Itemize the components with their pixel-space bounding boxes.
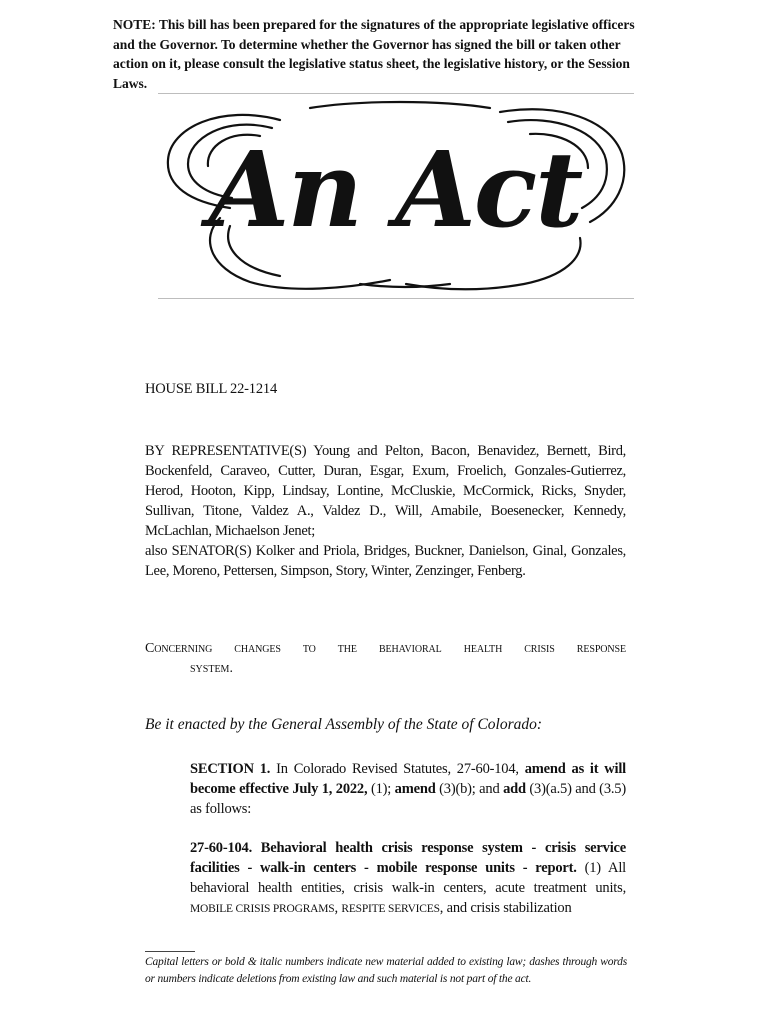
statute-caps-a: MOBILE CRISIS PROGRAMS [190, 903, 335, 915]
footnote [145, 954, 627, 987]
footnote-rule [145, 951, 195, 952]
an-act-logo-text: An Act [208, 128, 582, 251]
section-text-d: (3)(a.5) and (3.5) as follows: [190, 781, 626, 817]
an-act-logo [160, 98, 630, 294]
section-bold-c: add [503, 781, 526, 797]
header-rule-top [158, 93, 634, 94]
footnote-text: Capital letters or bold & italic numbers indicate new material added to existing law; dashes through words or numbers indicate deletions from existing law and such material is not part of the act. [145, 956, 627, 985]
sponsors-block [145, 441, 626, 581]
statute-caps-b: RESPITE SERVICES [341, 903, 440, 915]
statute-27-60-104 [145, 838, 626, 919]
signature-note: NOTE: This bill has been prepared for the signatures of the appropriate legislative officers and the Governor. To determine whether the Governor has signed the bill or taken other action on it, please consult the legislative status sheet, the legislative history, or the Session Laws. [113, 17, 635, 91]
section-text-b: (1); [367, 781, 395, 797]
senators-list: also SENATOR(S) Kolker and Priola, Bridges, Buckner, Danielson, Ginal, Gonzales, Lee, Moreno, Pettersen, Simpson, Story, Winter, Zenzinger, Fenberg. [145, 543, 626, 579]
bill-number: HOUSE BILL 22-1214 [145, 381, 277, 397]
section-bold-b: amend [394, 781, 436, 797]
bill-title-line-2: system. [190, 661, 233, 676]
section-text-a: In Colorado Revised Statutes, 27-60-104, [270, 761, 525, 777]
section-bold-a: amend as it will become effective July 1, 2022, [190, 761, 627, 797]
enacting-clause: Be it enacted by the General Assembly of the State of Colorado: [145, 716, 543, 733]
statute-text-c: , and crisis stabilization [439, 900, 572, 916]
statute-heading: 27-60-104. Behavioral health crisis response system - crisis service facilities - walk-in centers - mobile response units - report. [190, 840, 626, 876]
representatives-list: BY REPRESENTATIVE(S) Young and Pelton, Bacon, Benavidez, Bernett, Bird, Bockenfeld, Caraveo, Cutter, Duran, Esgar, Exum, Froelich, Gonzales-Gutierrez, Herod, Hooton, Kipp, Lindsay, Lontine, McCluskie, McCormick, Ricks, Snyder, Sullivan, Titone, Valdez A., Valdez D., Will, Amabile, Boesenecker, Kennedy, McLachlan, Michaelson Jenet; [145, 443, 626, 539]
bill-title-line-1: Concerning changes to the behavioral health crisis response [145, 641, 626, 656]
section-text-c: (3)(b); and [435, 781, 504, 797]
section-heading: SECTION 1. [190, 761, 271, 777]
statute-text-b: , [334, 900, 342, 916]
statute-text-a: (1) All behavioral health entities, crisis walk-in centers, acute treatment units, [190, 860, 626, 896]
header-rule-bottom [158, 298, 634, 299]
section-1 [145, 759, 626, 819]
